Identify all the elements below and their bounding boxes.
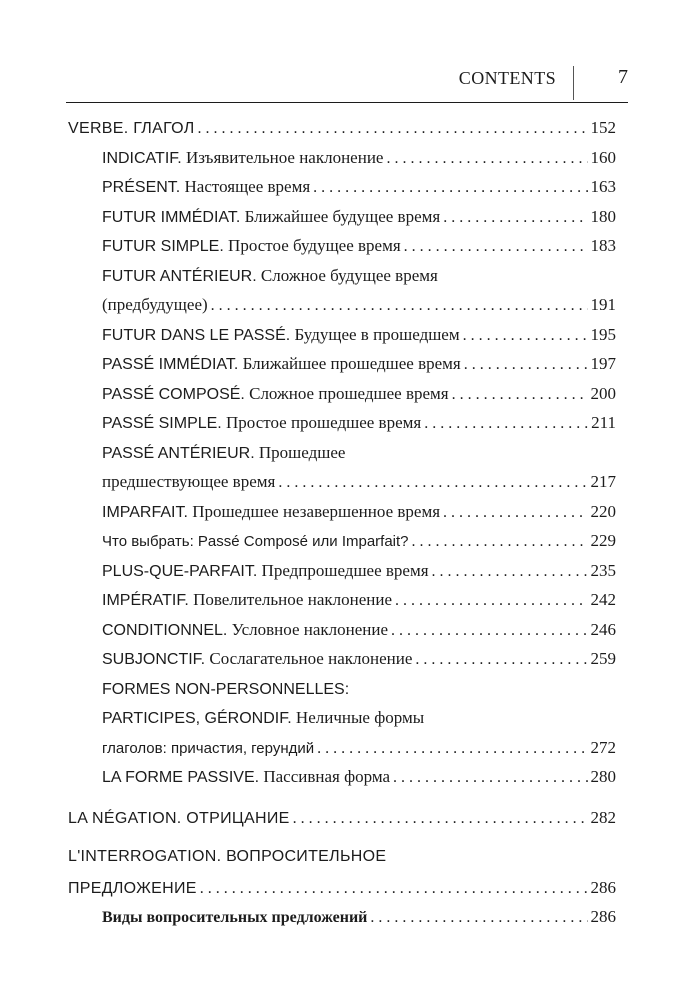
- leader-dots: [278, 474, 587, 492]
- toc-entry-imperatif[interactable]: IMPÉRATIF. Повелительное наклонение . . . 242: [68, 590, 616, 620]
- toc-entry-verbe[interactable]: [68, 118, 616, 148]
- header-divider: [573, 66, 574, 100]
- toc-entry-formes-non-personnelles[interactable]: FORMES NON-PERSONNELLES:: [102, 680, 350, 698]
- leader-dots: [200, 880, 588, 898]
- leader-dots: [432, 563, 588, 581]
- toc-entry-page: 152: [590, 118, 616, 137]
- leader-dots: [293, 810, 588, 828]
- toc-entry-participes-cont[interactable]: глаголов: причастия, герундий . . . 272: [68, 738, 616, 768]
- toc-entry-passe-simple[interactable]: PASSÉ SIMPLE. Простое прошедшее время . . . 211: [68, 413, 616, 443]
- page-number: 7: [618, 66, 628, 88]
- running-title: CONTENTS: [458, 68, 556, 88]
- toc-entry-subjonctif[interactable]: SUBJONCTIF. Сослагательное наклонение . . . 259: [68, 649, 616, 679]
- toc-entry-interrogation[interactable]: L'INTERROGATION. ВОПРОСИТЕЛЬНОЕ: [68, 848, 387, 865]
- leader-dots: [415, 651, 587, 669]
- table-of-contents: [68, 118, 616, 937]
- toc-entry-futur-simple[interactable]: FUTUR SIMPLE. Простое будущее время . . . 183: [68, 236, 616, 266]
- toc-entry-futur-anterieur[interactable]: FUTUR ANTÉRIEUR. Сложное будущее время: [102, 265, 438, 285]
- toc-entry-imparfait[interactable]: IMPARFAIT. Прошедшее незавершенное время . . . 220: [68, 502, 616, 532]
- toc-entry-futur-immediat[interactable]: FUTUR IMMÉDIAT. Ближайшее будущее время . . . 180: [68, 207, 616, 237]
- toc-entry-futur-dans-le-passe[interactable]: FUTUR DANS LE PASSÉ. Будущее в прошедшем . . . 195: [68, 325, 616, 355]
- toc-entry-futur-anterieur-cont[interactable]: (предбудущее) . . . 191: [68, 295, 616, 325]
- toc-entry-passe-compose[interactable]: PASSÉ COMPOSÉ. Сложное прошедшее время . . . 200: [68, 384, 616, 414]
- leader-dots: [464, 356, 588, 374]
- leader-dots: [211, 297, 588, 315]
- leader-dots: [404, 238, 588, 256]
- leader-dots: [391, 622, 587, 640]
- leader-dots: [317, 740, 587, 758]
- leader-dots: [393, 769, 587, 787]
- toc-entry-present[interactable]: PRÉSENT. Настоящее время . . . 163: [68, 177, 616, 207]
- toc-entry-interrogation-cont[interactable]: ПРЕДЛОЖЕНИЕ . . . 286: [68, 878, 616, 908]
- toc-entry-conditionnel[interactable]: CONDITIONNEL. Условное наклонение . . . 246: [68, 620, 616, 650]
- toc-entry-question-types[interactable]: Виды вопросительных предложений . . . 286: [68, 907, 616, 937]
- toc-entry-negation[interactable]: LA NÉGATION. ОТРИЦАНИЕ . . . 282: [68, 808, 616, 838]
- page-header: [66, 62, 628, 103]
- toc-entry-participes[interactable]: PARTICIPES, GÉRONDIF. Неличные формы: [102, 708, 425, 727]
- leader-dots: [313, 179, 587, 197]
- leader-dots: [452, 386, 588, 404]
- toc-entry-passe-anterieur[interactable]: PASSÉ ANTÉRIEUR. Прошедшее: [102, 442, 346, 462]
- toc-entry-forme-passive[interactable]: LA FORME PASSIVE. Пассивная форма . . . 280: [68, 767, 616, 797]
- leader-dots: [412, 533, 588, 551]
- toc-entry-choice-question[interactable]: Что выбрать: Passé Composé или Imparfait? . . . 229: [68, 531, 616, 561]
- toc-entry-passe-immediat[interactable]: PASSÉ IMMÉDIAT. Ближайшее прошедшее время . . . 197: [68, 354, 616, 384]
- leader-dots: [463, 327, 588, 345]
- leader-dots: [386, 150, 587, 168]
- leader-dots: [198, 120, 588, 138]
- toc-entry-passe-anterieur-cont[interactable]: предшествующее время . . . 217: [68, 472, 616, 502]
- toc-entry-indicatif[interactable]: INDICATIF. Изъявительное наклонение . . . 160: [68, 148, 616, 178]
- leader-dots: [443, 504, 587, 522]
- toc-entry-plus-que-parfait[interactable]: PLUS-QUE-PARFAIT. Предпрошедшее время . . . 235: [68, 561, 616, 591]
- leader-dots: [424, 415, 588, 433]
- leader-dots: [395, 592, 588, 610]
- leader-dots: [370, 909, 587, 927]
- toc-entry-title: VERBE. ГЛАГОЛ: [68, 120, 195, 137]
- leader-dots: [443, 209, 587, 227]
